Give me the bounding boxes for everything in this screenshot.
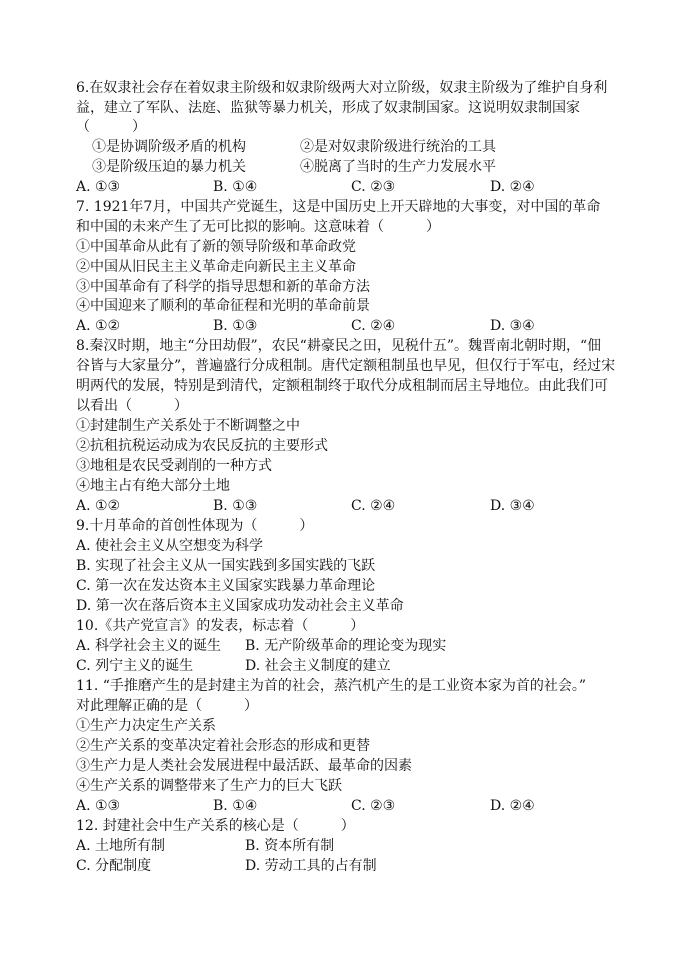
q6-statement-row-1 — [0, 137, 688, 157]
q11-statement-2: ②生产关系的变革决定着社会形态的形成和更替 — [76, 738, 370, 754]
q8-options — [0, 496, 688, 516]
q11-option-c: C. ②③ — [351, 798, 396, 814]
q9-stem: 9.十月革命的首创性体现为（ ） — [76, 518, 314, 534]
q10-choice-row-1 — [0, 636, 688, 656]
q9-choice-c: C. 第一次在发达资本主义国家实践暴力革命理论 — [76, 578, 376, 594]
q8-statement-1: ①封建制生产关系处于不断调整之中 — [76, 418, 300, 434]
q6-statement-2: ②是对奴隶阶级进行统治的工具 — [300, 139, 496, 155]
q8-stem-line-3: 明两代的发展，特别是到清代，定额租制终于取代分成租制而居主导地位。由此我们可 — [76, 378, 608, 394]
q9-choice-a: A. 使社会主义从空想变为科学 — [76, 538, 264, 554]
q7-option-a: A. ①② — [76, 318, 121, 334]
q7-option-c: C. ②④ — [351, 318, 396, 334]
q10-choice-d: D. 社会主义制度的建立 — [245, 658, 391, 674]
q12-choice-c: C. 分配制度 — [76, 858, 152, 874]
q11-statement-1: ①生产力决定生产关系 — [76, 718, 216, 734]
q8-stem-line-1: 8.秦汉时期，地主“分田劫假”，农民“耕豪民之田，见税什五”。魏晋南北朝时期，“佃 — [76, 338, 602, 354]
q6-statement-row-2 — [0, 157, 688, 177]
q6-stem-line-1: 6.在奴隶社会存在着奴隶主阶级和奴隶阶级两大对立阶级，奴隶主阶级为了维护自身利 — [76, 80, 608, 96]
q6-stem-line-3: （ ） — [76, 119, 146, 135]
q6-statement-4: ④脱离了当时的生产力发展水平 — [300, 159, 496, 175]
q9-choice-d: D. 第一次在落后资本主义国家成功发动社会主义革命 — [76, 598, 404, 614]
q8-stem-line-2: 谷皆与大家量分”，普遍盛行分成租制。唐代定额租制虽也早见，但仅行于军屯，经过宋 — [76, 358, 616, 374]
q6-option-a: A. ①③ — [76, 179, 121, 195]
q7-stem-line-1: 7. 1921年7月，中国共产党诞生，这是中国历史上开天辟地的大事变，对中国的革命 — [76, 199, 601, 215]
q8-option-c: C. ②④ — [351, 498, 396, 514]
q7-statement-4: ④中国迎来了顺利的革命征程和光明的革命前景 — [76, 298, 370, 314]
q7-statement-2: ②中国从旧民主主义革命走向新民主主义革命 — [76, 259, 356, 275]
q8-option-b: B. ①③ — [213, 498, 258, 514]
q8-option-d: D. ③④ — [490, 498, 535, 514]
q8-statement-2: ②抗租抗税运动成为农民反抗的主要形式 — [76, 438, 328, 454]
q6-statement-1: ①是协调阶级矛盾的机构 — [92, 139, 246, 155]
q8-option-a: A. ①② — [76, 498, 121, 514]
q11-option-b: B. ①④ — [213, 798, 258, 814]
q11-stem-line-2: 对此理解正确的是（ ） — [76, 698, 258, 714]
q6-statement-3: ③是阶级压迫的暴力机关 — [92, 159, 246, 175]
q7-statement-1: ①中国革命从此有了新的领导阶级和革命政党 — [76, 239, 356, 255]
q10-choice-row-2 — [0, 656, 688, 676]
q6-option-d: D. ②④ — [490, 179, 535, 195]
q6-option-c: C. ②③ — [351, 179, 396, 195]
q10-choice-b: B. 无产阶级革命的理论变为现实 — [245, 638, 447, 654]
q12-choice-d: D. 劳动工具的占有制 — [245, 858, 377, 874]
q6-options — [0, 177, 688, 197]
q11-statement-4: ④生产关系的调整带来了生产力的巨大飞跃 — [76, 778, 342, 794]
q12-choice-b: B. 资本所有制 — [245, 838, 335, 854]
q12-choice-row-1 — [0, 836, 688, 856]
q11-option-d: D. ②④ — [490, 798, 535, 814]
q6-stem-line-2: 益，建立了军队、法庭、监狱等暴力机关，形成了奴隶制国家。这说明奴隶制国家 — [76, 100, 580, 116]
q12-stem: 12. 封建社会中生产关系的核心是（ ） — [76, 818, 355, 834]
q12-choice-a: A. 土地所有制 — [76, 838, 166, 854]
q6-option-b: B. ①④ — [213, 179, 258, 195]
q7-stem-line-2: 和中国的未来产生了无可比拟的影响。这意味着（ ） — [76, 219, 440, 235]
q9-choice-b: B. 实现了社会主义从一国实践到多国实践的飞跃 — [76, 558, 376, 574]
q11-option-a: A. ①③ — [76, 798, 121, 814]
q7-options — [0, 316, 688, 336]
q11-statement-3: ③生产力是人类社会发展进程中最活跃、最革命的因素 — [76, 758, 412, 774]
q11-stem-line-1: 11. “手推磨产生的是封建主为首的社会，蒸汽机产生的是工业资本家为首的社会。” — [76, 678, 587, 694]
q10-choice-c: C. 列宁主义的诞生 — [76, 658, 194, 674]
q7-option-d: D. ③④ — [490, 318, 535, 334]
q10-stem: 10.《共产党宣言》的发表，标志着（ ） — [76, 618, 365, 634]
q8-statement-3: ③地租是农民受剥削的一种方式 — [76, 458, 272, 474]
q12-choice-row-2 — [0, 856, 688, 876]
q8-stem-line-4: 以看出（ ） — [76, 398, 188, 414]
q11-options — [0, 796, 688, 816]
q7-option-b: B. ①③ — [213, 318, 258, 334]
q7-statement-3: ③中国革命有了科学的指导思想和新的革命方法 — [76, 279, 370, 295]
q8-statement-4: ④地主占有绝大部分土地 — [76, 478, 230, 494]
q10-choice-a: A. 科学社会主义的诞生 — [76, 638, 222, 654]
